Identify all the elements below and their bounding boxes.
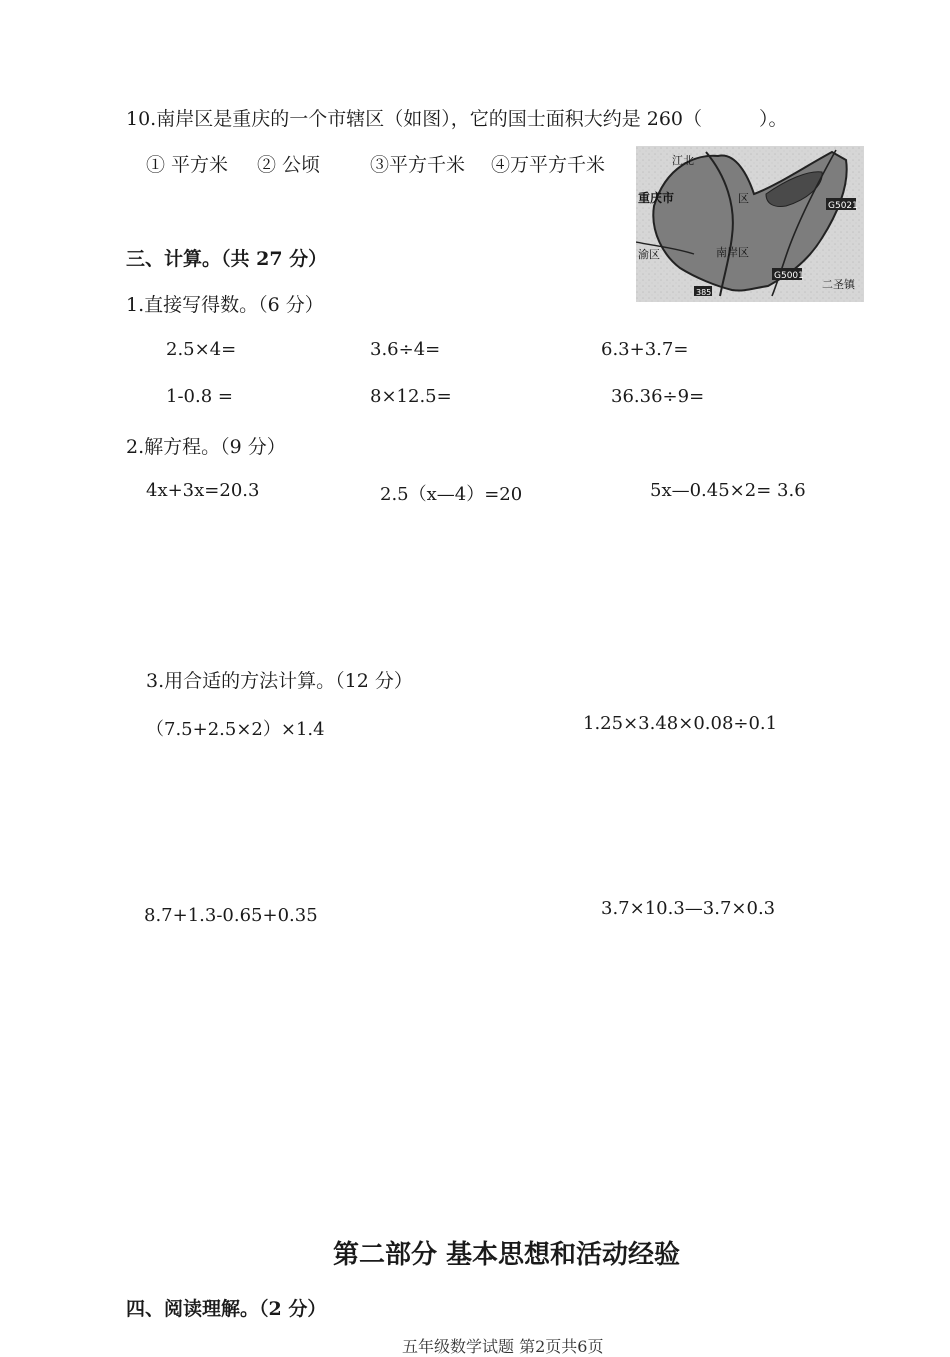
section-4-title: 四、阅读理解。（2 分）	[126, 1298, 327, 1320]
question-10-stem: 10.南岸区是重庆的一个市辖区（如图），它的国士面积大约是 260（ ）。	[126, 108, 788, 130]
equation-3: 5x—0.45×2= 3.6	[650, 480, 806, 501]
calc-item-3: 6.3+3.7=	[601, 339, 689, 360]
map-label-nanan: 南岸区	[716, 246, 749, 259]
part-3-title: 3.用合适的方法计算。（12 分）	[146, 670, 413, 692]
map-label-qu: 区	[738, 192, 749, 205]
calc-item-1: 2.5×4=	[166, 339, 237, 360]
expression-3: 8.7+1.3-0.65+0.35	[144, 905, 318, 926]
map-label-ershengzhen: 二圣镇	[822, 278, 855, 291]
option-4: ④万平方千米	[491, 154, 606, 176]
nanan-district-map	[636, 146, 864, 302]
equation-1: 4x+3x=20.3	[146, 480, 260, 501]
option-1: ① 平方米	[146, 154, 229, 176]
calc-item-2: 3.6÷4=	[370, 339, 441, 360]
map-label-jiangbei: 江北	[672, 154, 694, 167]
map-label-g5021: G5021	[828, 201, 858, 211]
map-label-chongqing: 重庆市	[638, 191, 675, 205]
option-2: ② 公顷	[257, 154, 321, 176]
section-3-title: 三、计算。（共 27 分）	[126, 248, 328, 270]
calc-item-4: 1-0.8 =	[166, 386, 233, 407]
option-3: ③平方千米	[370, 154, 466, 176]
expression-1: （7.5+2.5×2）×1.4	[146, 719, 325, 740]
equation-2: 2.5（x—4）=20	[380, 484, 523, 505]
map-label-385: 385	[696, 288, 712, 297]
part-1-title: 1.直接写得数。（6 分）	[126, 294, 324, 316]
expression-4: 3.7×10.3—3.7×0.3	[601, 898, 776, 919]
map-label-g5001: G5001	[774, 271, 804, 281]
calc-item-5: 8×12.5=	[370, 386, 452, 407]
part-2-title: 2.解方程。（9 分）	[126, 436, 286, 458]
expression-2: 1.25×3.48×0.08÷0.1	[583, 713, 778, 734]
calc-item-6: 36.36÷9=	[611, 386, 705, 407]
part-two-title: 第二部分 基本思想和活动经验	[333, 1240, 681, 1270]
page-footer: 五年级数学试题 第2页共6页	[402, 1337, 604, 1356]
map-label-yu: 渝区	[638, 248, 660, 261]
